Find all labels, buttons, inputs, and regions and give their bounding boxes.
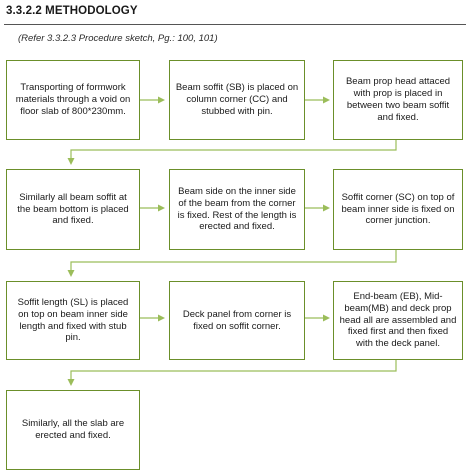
step-9-end-mid-beam-assembly: End-beam (EB), Mid-beam(MB) and deck prop head all are assembled and fixed first and then fixed with the deck panel. <box>333 281 463 360</box>
step-6-soffit-corner: Soffit corner (SC) on top of beam inner side is fixed on corner junction. <box>333 169 463 250</box>
arrow-step3-to-step4 <box>71 140 396 163</box>
procedure-reference: (Refer 3.3.2.3 Procedure sketch, Pg.: 100, 101) <box>18 33 218 44</box>
arrow-step6-to-step7 <box>71 250 396 275</box>
step-7-soffit-length: Soffit length (SL) is placed on top on beam inner side length and fixed with stub pin. <box>6 281 140 360</box>
arrow-step9-to-step10 <box>71 360 396 384</box>
step-3-beam-prop-head: Beam prop head attaced with prop is placed in between two beam soffit and fixed. <box>333 60 463 140</box>
step-1-transport-materials: Transporting of formwork materials through a void on floor slab of 800*230mm. <box>6 60 140 140</box>
step-8-deck-panel: Deck panel from corner is fixed on soffit corner. <box>169 281 305 360</box>
step-10-all-slab-erected: Similarly, all the slab are erected and fixed. <box>6 390 140 470</box>
step-4-all-beam-soffit: Similarly all beam soffit at the beam bottom is placed and fixed. <box>6 169 140 250</box>
section-title: 3.3.2.2 METHODOLOGY <box>6 5 138 17</box>
step-5-beam-side-fixed: Beam side on the inner side of the beam from the corner is fixed. Rest of the length is erected and fixed. <box>169 169 305 250</box>
step-2-beam-soffit-placed: Beam soffit (SB) is placed on column corner (CC) and stubbed with pin. <box>169 60 305 140</box>
